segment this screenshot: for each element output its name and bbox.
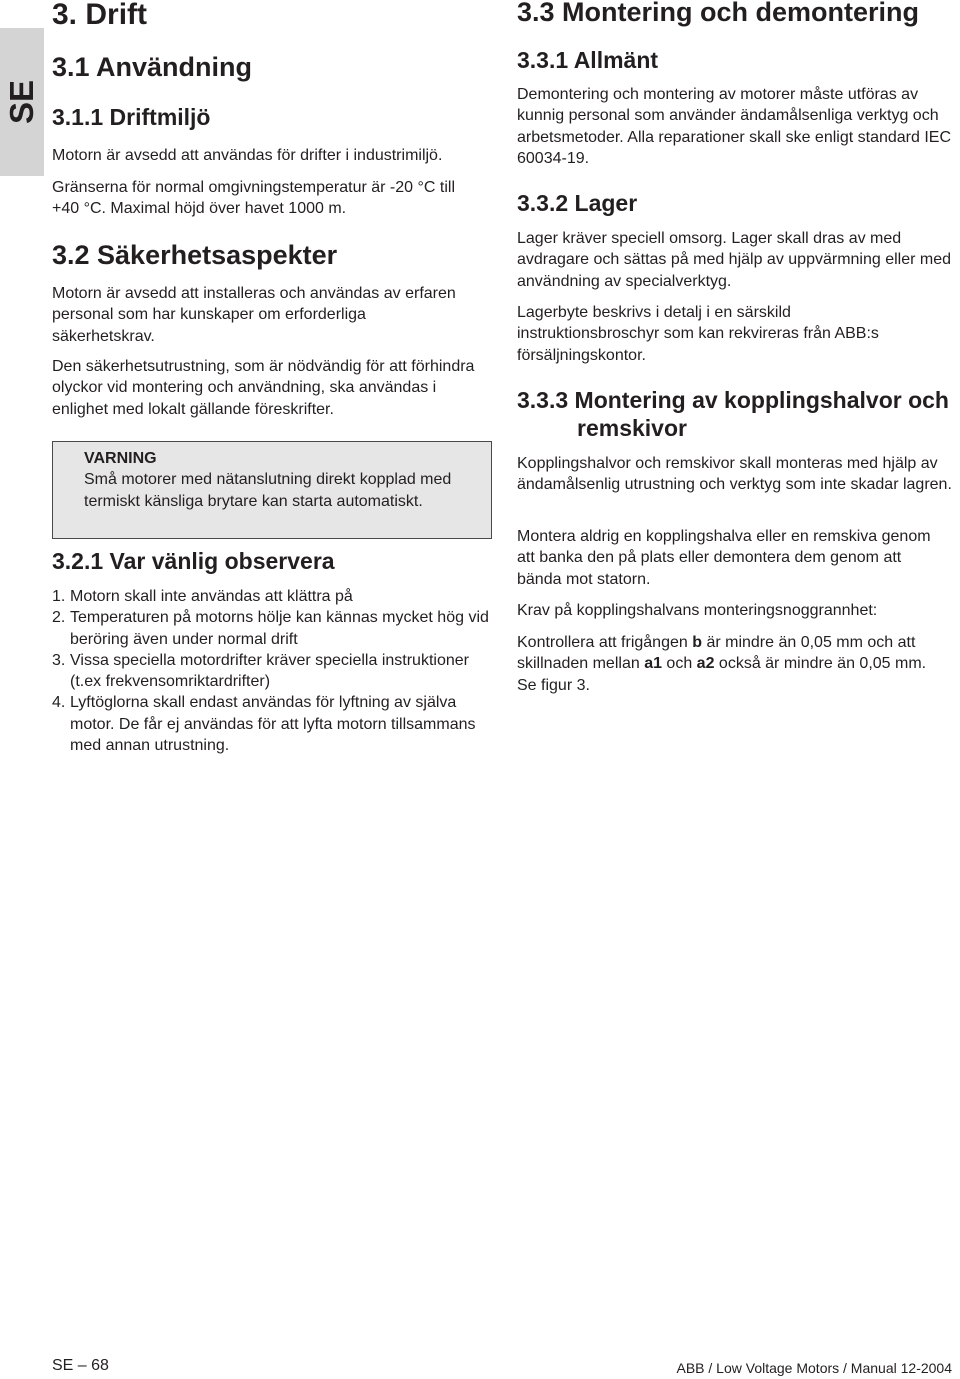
paragraph-coupling-mounting: Kopplingshalvor och remskivor skall monteras med hjälp av ändamålsenlig utrustning och verktyg som inte skadar lagren.: [517, 455, 952, 494]
observation-list: [52, 586, 492, 756]
warning-box: [52, 441, 492, 539]
section-heading-3-2-1: 3.2.1 Var vänlig observera: [52, 548, 335, 574]
paragraph-temperature-limits: Gränserna för normal omgivningstemperatur är -20 °C till +40 °C. Maximal höjd över havet 1000 m.: [52, 179, 455, 218]
language-tab-label: SE: [3, 79, 40, 125]
paragraph-general: Demontering och montering av motorer måste utföras av kunnig personal som använder ändamålsenliga verktyg och arbetsmetoder. Alla reparationer skall ske enligt standard IEC 60034-19.: [517, 86, 952, 167]
paragraph-coupling-warning: Montera aldrig en kopplingshalva eller en remskiva genom att banka den på plats eller demontera dem genom att bända mot statorn.: [517, 528, 931, 588]
paragraph-safety-personnel: Motorn är avsedd att installeras och användas av erfaren personal som har kunskaper om erforderliga säkerhetskrav.: [52, 285, 456, 345]
section-heading-3-1-1: 3.1.1 Driftmiljö: [52, 104, 211, 130]
language-tab: [0, 28, 44, 176]
list-item: 4. Lyftöglorna skall endast användas för lyftning av själva motor. De får ej användas för att lyfta motorn tillsammans med annan utrustning.: [52, 694, 476, 755]
warning-title: VARNING: [84, 450, 157, 467]
section-heading-3-3: 3.3 Montering och demontering: [517, 0, 920, 27]
chapter-heading: 3. Drift: [52, 0, 148, 31]
paragraph-safety-equipment: Den säkerhetsutrustning, som är nödvändig för att förhindra olyckor vid montering och användning, ska användas i enlighet med lokalt gällande föreskrifter.: [52, 358, 475, 418]
section-heading-3-3-3: 3.3.3 Montering av kopplingshalvor och remskivor: [517, 387, 949, 441]
publisher-footer: ABB / Low Voltage Motors / Manual 12-2004: [676, 1360, 952, 1376]
list-item: 1. Motorn skall inte användas att klättra på: [52, 588, 353, 605]
paragraph-bearings: Lager kräver speciell omsorg. Lager skall dras av med avdragare och sättas på med hjälp av uppvärmning eller med användning av specialverktyg.: [517, 230, 952, 290]
paragraph-clearance-check: Kontrollera att frigången b är mindre än 0,05 mm och att skillnaden mellan a1 och a2 också är mindre än 0,05 mm. Se figur 3.: [517, 634, 927, 694]
section-heading-3-1: 3.1 Användning: [52, 52, 253, 82]
section-heading-3-3-2: 3.3.2 Lager: [517, 190, 638, 216]
warning-text: Små motorer med nätanslutning direkt kopplad med termiskt känsliga brytare kan starta automatiskt.: [84, 471, 452, 510]
paragraph-accuracy-requirement: Krav på kopplingshalvans monteringsnoggrannhet:: [517, 602, 878, 619]
paragraph-environment: Motorn är avsedd att användas för drifter i industrimiljö.: [52, 147, 443, 164]
list-item: 3. Vissa speciella motordrifter kräver speciella instruktioner (t.ex frekvensomriktardrifter): [52, 651, 469, 691]
section-heading-3-3-1: 3.3.1 Allmänt: [517, 47, 659, 73]
list-item: 2. Temperaturen på motorns hölje kan kännas mycket hög vid beröring även under normal drift: [52, 609, 489, 648]
section-heading-3-2: 3.2 Säkerhetsaspekter: [52, 240, 338, 270]
page-number: SE – 68: [52, 1357, 109, 1374]
paragraph-bearing-replacement: Lagerbyte beskrivs i detalj i en särskild instruktionsbroschyr som kan rekvireras från ABB:s försäljningskontor.: [517, 304, 879, 364]
